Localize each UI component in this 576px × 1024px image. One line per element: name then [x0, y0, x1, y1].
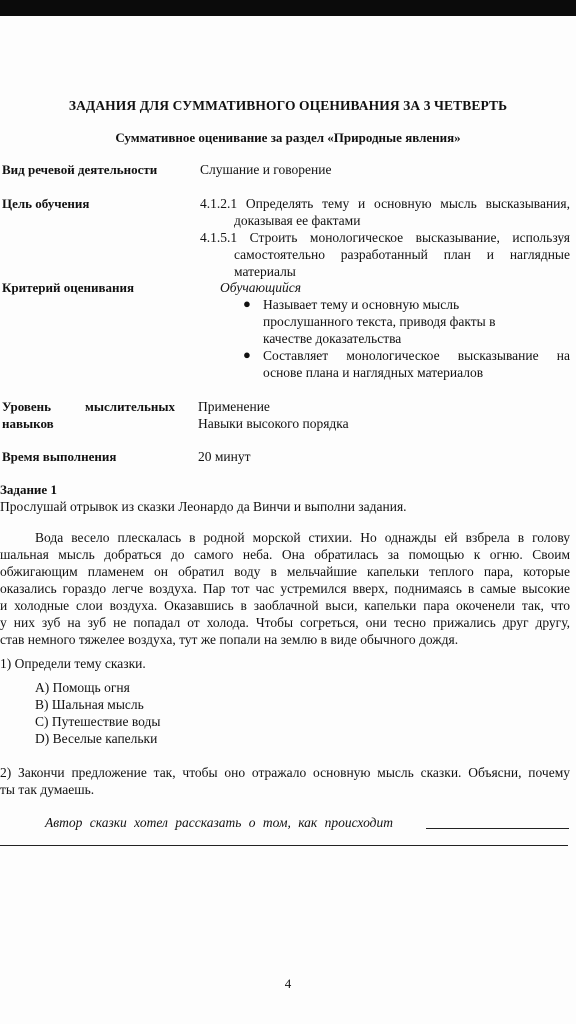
bullet-icon: ● — [243, 347, 251, 362]
criteria-bullet-2-line1: Составляет монологическое высказывание на — [263, 348, 570, 363]
page-number: 4 — [284, 976, 292, 991]
learning-goal-2-line3: материалы — [234, 264, 296, 279]
passage-line: оказались гораздо легче воздуха. Пар тот час устремился вверх, поднимаясь в самые высокие — [0, 581, 570, 596]
option-a: A) Помощь огня — [35, 680, 130, 695]
document-page — [0, 16, 576, 1024]
thinking-level-label-line2: навыков — [2, 416, 54, 431]
document-title: ЗАДАНИЯ ДЛЯ СУММАТИВНОГО ОЦЕНИВАНИЯ ЗА 3 ЧЕТВЕРТЬ — [68, 98, 508, 113]
criteria-bullet-1-line1: Называет тему и основную мысль — [263, 297, 460, 312]
time-label: Время выполнения — [2, 449, 117, 464]
speech-activity-value: Слушание и говорение — [200, 162, 332, 177]
bullet-icon: ● — [243, 296, 251, 311]
answer-blank-line[interactable] — [426, 828, 569, 829]
answer-blank-line[interactable] — [0, 845, 568, 846]
thinking-level-label-word2: мыслительных — [85, 399, 176, 414]
task-1-heading: Задание 1 — [0, 482, 57, 497]
section-subtitle: Суммативное оценивание за раздел «Природные явления» — [115, 130, 461, 145]
learning-goal-2-line1: 4.1.5.1 Строить монологическое высказывание, используя — [200, 230, 570, 245]
passage-line: Вода весело плескалась в родной морской стихии. Но однажды ей взбрела в голову — [35, 530, 570, 545]
passage-line: и холодные слои воздуха. Оказавшись в заоблачной выси, капельки пара окоченели так, что — [0, 598, 570, 613]
learning-goal-1-line2: доказывая ее фактами — [234, 213, 361, 228]
thinking-level-label-word1: Уровень — [2, 399, 52, 414]
learning-goal-2-line2: самостоятельно разработанный план и наглядные — [234, 247, 570, 262]
passage-line: шальная мысль добраться до самого неба. Она обратилась за помощью к огню. Своим — [0, 547, 570, 562]
option-d: D) Веселые капельки — [35, 731, 158, 746]
criteria-bullet-1-line2: прослушанного текста, приводя факты в — [263, 314, 496, 329]
screen-top-bar — [0, 0, 576, 16]
learning-goal-label: Цель обучения — [2, 196, 90, 211]
criteria-label: Критерий оценивания — [2, 280, 135, 295]
question-2-line1: 2) Закончи предложение так, чтобы оно отражало основную мысль сказки. Объясни, почему — [0, 765, 570, 780]
criteria-learner-label: Обучающийся — [220, 280, 302, 295]
passage-line: у них зуб на зуб не попадал от холода. Чтобы согреться, они тесно прижались друг другу, — [0, 615, 570, 630]
criteria-bullet-2-line2: основе плана и наглядных материалов — [263, 365, 484, 380]
task-1-instruction: Прослушай отрывок из сказки Леонардо да Винчи и выполни задания. — [0, 499, 407, 514]
answer-prompt: Автор сказки хотел рассказать о том, как происходит — [45, 815, 393, 830]
thinking-level-value-2: Навыки высокого порядка — [198, 416, 349, 431]
thinking-level-value-1: Применение — [198, 399, 270, 414]
time-value: 20 минут — [198, 449, 251, 464]
passage-line: став немного тяжелее воздуха, тут же попали на землю в виде обычного дождя. — [0, 632, 459, 647]
criteria-bullet-1-line3: качестве доказательства — [263, 331, 402, 346]
question-2-line2: ты так думаешь. — [0, 782, 95, 797]
question-1: 1) Определи тему сказки. — [0, 656, 146, 671]
speech-activity-label: Вид речевой деятельности — [2, 162, 158, 177]
option-c: C) Путешествие воды — [35, 714, 161, 729]
learning-goal-1-line1: 4.1.2.1 Определять тему и основную мысль высказывания, — [200, 196, 570, 211]
passage-line: обжигающим пламенем он обратил воду в мельчайшие капельки теплого пара, которые — [0, 564, 570, 579]
option-b: B) Шальная мысль — [35, 697, 144, 712]
